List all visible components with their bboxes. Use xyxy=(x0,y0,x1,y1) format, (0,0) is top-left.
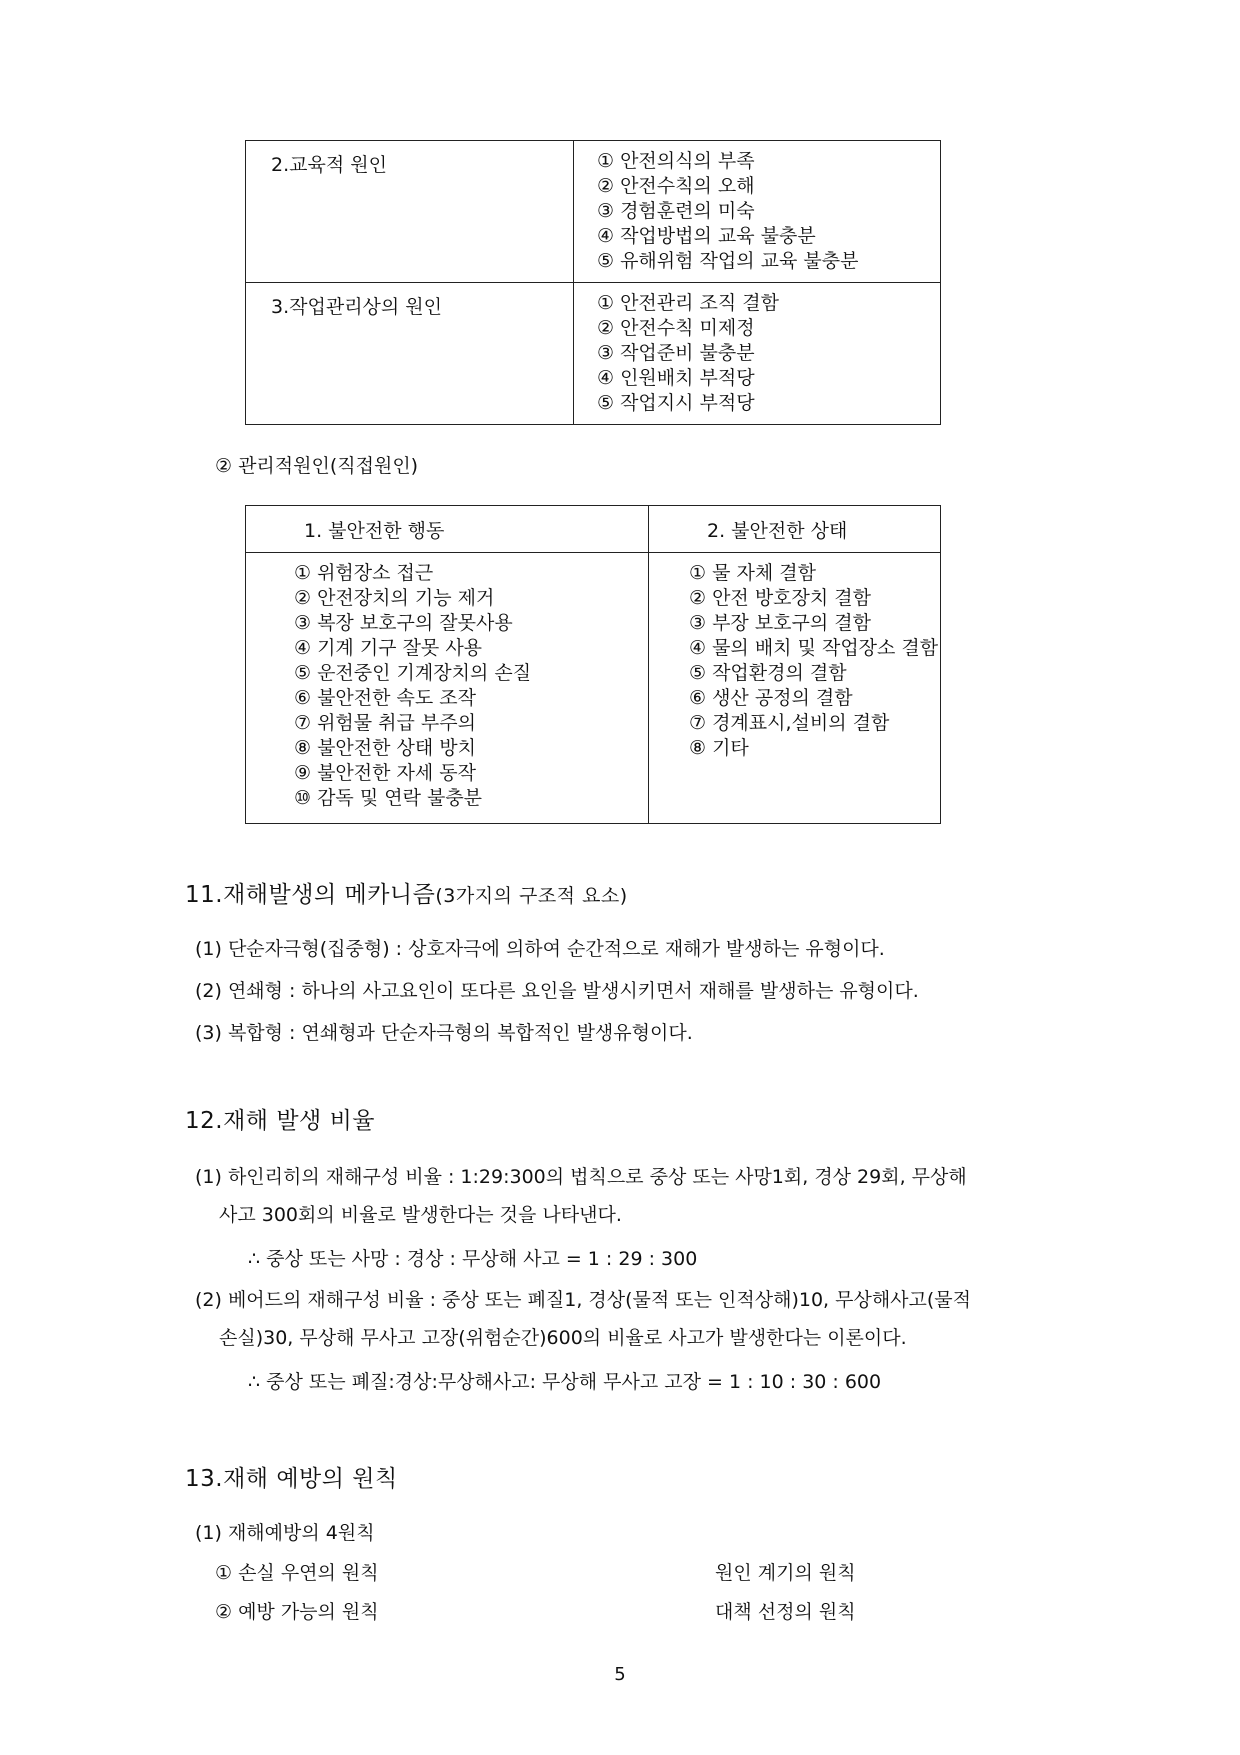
cause-cell: 3.작업관리상의 원인 xyxy=(246,283,574,425)
list-item: ⑦ 위험물 취급 부주의 xyxy=(294,712,476,734)
list-item: ④ 인원배치 부적당 xyxy=(597,367,755,389)
table-row xyxy=(246,141,941,283)
list-item: ① 위험장소 접근 xyxy=(294,562,434,584)
principle-item: ② 예방 가능의 원칙 xyxy=(215,1601,379,1623)
list-item: ④ 물의 배치 및 작업장소 결함 xyxy=(689,637,939,659)
table-header-row xyxy=(246,506,941,553)
list-item: ⑦ 경계표시,설비의 결함 xyxy=(689,712,890,734)
list-item: ③ 복장 보호구의 잘못사용 xyxy=(294,612,513,634)
list-item: ③ 작업준비 불충분 xyxy=(597,342,755,364)
list-item: ① 안전관리 조직 결함 xyxy=(597,292,779,314)
principle-item: ① 손실 우연의 원칙 xyxy=(215,1562,379,1584)
principle-item: 대책 선정의 원칙 xyxy=(715,1601,856,1623)
list-item: ② 안전장치의 기능 제거 xyxy=(294,587,495,609)
paragraph: (1) 하인리히의 재해구성 비율 : 1:29:300의 법칙으로 중상 또는 사망1회, 경상 29회, 무상해 xyxy=(195,1166,967,1188)
section-13-heading: 13.재해 예방의 원칙 xyxy=(185,1466,398,1492)
paragraph: (2) 연쇄형 : 하나의 사고요인이 또다른 요인을 발생시키면서 재해를 발생하는 유형이다. xyxy=(195,980,919,1002)
list-item: ① 안전의식의 부족 xyxy=(597,150,755,172)
column-header-unsafe-conditions: 2. 불안전한 상태 xyxy=(649,506,941,553)
cause-items-cell xyxy=(574,141,941,283)
list-item: ⑧ 기타 xyxy=(689,737,749,759)
list-item: ② 안전수칙의 오해 xyxy=(597,175,755,197)
formula: ∴ 중상 또는 사망 : 경상 : 무상해 사고 = 1 : 29 : 300 xyxy=(248,1248,698,1270)
list-item: ⑤ 작업환경의 결함 xyxy=(689,662,847,684)
unsafe-conditions-cell xyxy=(649,553,941,824)
list-item: ⑤ 유해위험 작업의 교육 불충분 xyxy=(597,250,859,272)
list-item: ④ 기계 기구 잘못 사용 xyxy=(294,637,483,659)
table-row xyxy=(246,553,941,824)
subheading-direct-causes: ② 관리적원인(직접원인) xyxy=(215,455,419,477)
list-item: ⑤ 운전중인 기계장치의 손질 xyxy=(294,662,532,684)
column-header-unsafe-acts: 1. 불안전한 행동 xyxy=(246,506,649,553)
paragraph: 손실)30, 무상해 무사고 고장(위험순간)600의 비율로 사고가 발생한다는 이론이다. xyxy=(219,1327,907,1349)
cause-items-cell xyxy=(574,283,941,425)
list-item: ⑥ 불안전한 속도 조작 xyxy=(294,687,476,709)
section-11-title-note: (3가지의 구조적 요소) xyxy=(435,885,628,907)
list-item: ⑤ 작업지시 부적당 xyxy=(597,392,755,414)
paragraph: (2) 베어드의 재해구성 비율 : 중상 또는 폐질1, 경상(물적 또는 인적상해)10, 무상해사고(물적 xyxy=(195,1289,972,1311)
unsafe-acts-cell xyxy=(246,553,649,824)
section-11-title: 11.재해발생의 메카니즘 xyxy=(185,882,436,908)
list-item: ⑥ 생산 공정의 결함 xyxy=(689,687,853,709)
list-item: ⑨ 불안전한 자세 동작 xyxy=(294,762,476,784)
table-row xyxy=(246,283,941,425)
page-number: 5 xyxy=(614,1664,626,1685)
list-item: ④ 작업방법의 교육 불충분 xyxy=(597,225,816,247)
paragraph: (3) 복합형 : 연쇄형과 단순자극형의 복합적인 발생유형이다. xyxy=(195,1022,693,1044)
paragraph: (1) 단순자극형(집중형) : 상호자극에 의하여 순간적으로 재해가 발생하는 유형이다. xyxy=(195,938,885,960)
principle-item: 원인 계기의 원칙 xyxy=(715,1562,856,1584)
cause-cell: 2.교육적 원인 xyxy=(246,141,574,283)
section-12-heading: 12.재해 발생 비율 xyxy=(185,1108,376,1134)
unsafe-acts-conditions-table xyxy=(245,505,941,824)
list-item: ⑩ 감독 및 연락 불충분 xyxy=(294,787,483,809)
paragraph: 사고 300회의 비율로 발생한다는 것을 나타낸다. xyxy=(219,1204,622,1226)
paragraph: (1) 재해예방의 4원칙 xyxy=(195,1522,375,1544)
list-item: ② 안전수칙 미제정 xyxy=(597,317,755,339)
section-11-heading xyxy=(185,876,628,909)
list-item: ③ 경험훈련의 미숙 xyxy=(597,200,755,222)
list-item: ③ 부장 보호구의 결함 xyxy=(689,612,871,634)
list-item: ⑧ 불안전한 상태 방치 xyxy=(294,737,476,759)
list-item: ② 안전 방호장치 결함 xyxy=(689,587,871,609)
formula: ∴ 중상 또는 폐질:경상:무상해사고: 무상해 무사고 고장 = 1 : 10 : 30 : 600 xyxy=(248,1371,882,1393)
education-management-causes-table xyxy=(245,140,941,425)
list-item: ① 물 자체 결함 xyxy=(689,562,816,584)
